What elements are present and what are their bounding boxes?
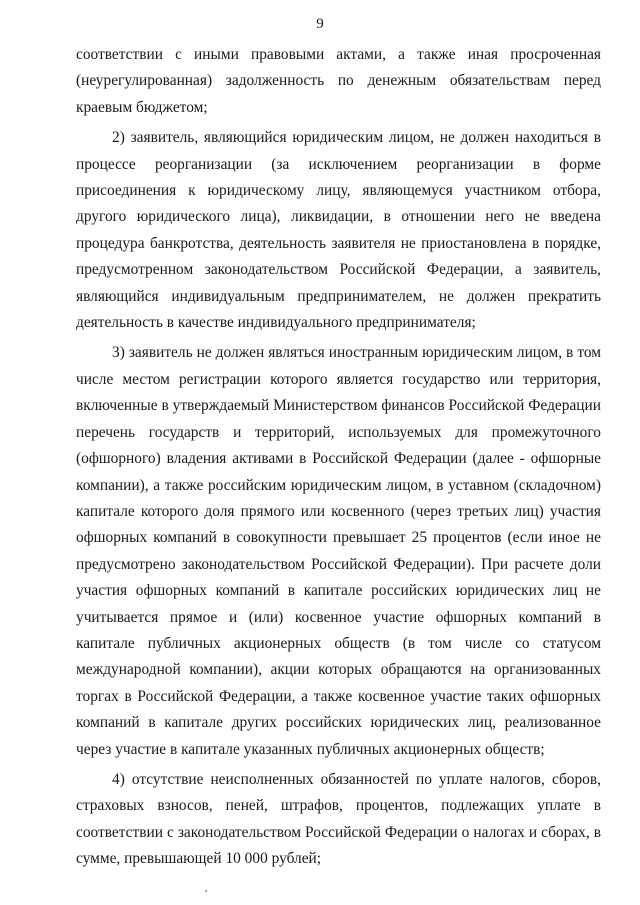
page-number: 9 [316,16,324,32]
paragraph-continuation: соответствии с иными правовыми актами, а также иная просроченная (неурегулированная) задолженность по денежным обязательствам перед краевым бюджетом; [76,46,601,116]
paragraph-item-4: 4) отсутствие неисполненных обязанностей по уплате налогов, сборов, страховых взносов, пеней, штрафов, процентов, подлежащих уплате в соответствии с законодательством Российской Федерации о налогах и сборах, в сумме, превышающей 10 000 рублей; [76,770,601,868]
paragraph-item-2: 2) заявитель, являющийся юридическим лицом, не должен находиться в процессе реорганизации (за исключением реорганизации в форме присоединения к юридическому лицу, являющемуся участником отбора, другого юридического лица), ликвидации, в отношении него не введена процедура банкротства, деятельность заявителя не приостановлена в порядке, предусмотренном законодательством Российской Федерации, а заявитель, являющийся индивидуальным предпринимателем, не должен прекратить деятельность в качестве индивидуального предпринимателя; [76,129,601,332]
paragraph-item-3: 3) заявитель не должен являться иностранным юридическим лицом, в том числе местом регистрации которого является государство или территория, включенные в утверждаемый Министерством финансов Российской Федерации перечень государств и территорий, используемых для промежуточного (офшорного) владения активами в Российской Федерации (далее - офшорные компании), а также российским юридическим лицом, в уставном (складочном) капитале которого доля прямого или косвенного (через третьих лиц) участия офшорных компаний в совокупности превышает 25 процентов (если иное не предусмотрено законодательством Российской Федерации). При расчете доли участия офшорных компаний в капитале российских юридических лиц не учитывается прямое и (или) косвенное участие офшорных компаний в капитале публичных акционерных обществ (в том числе со статусом международной компании), акции которых обращаются на организованных торгах в Российской Федерации, а также косвенное участие таких офшорных компаний в капитале других российских юридических лиц, реализованное через участие в капитале указанных публичных акционерных обществ; [76,344,601,758]
document-body [76,42,601,873]
scan-speck [205,890,207,892]
